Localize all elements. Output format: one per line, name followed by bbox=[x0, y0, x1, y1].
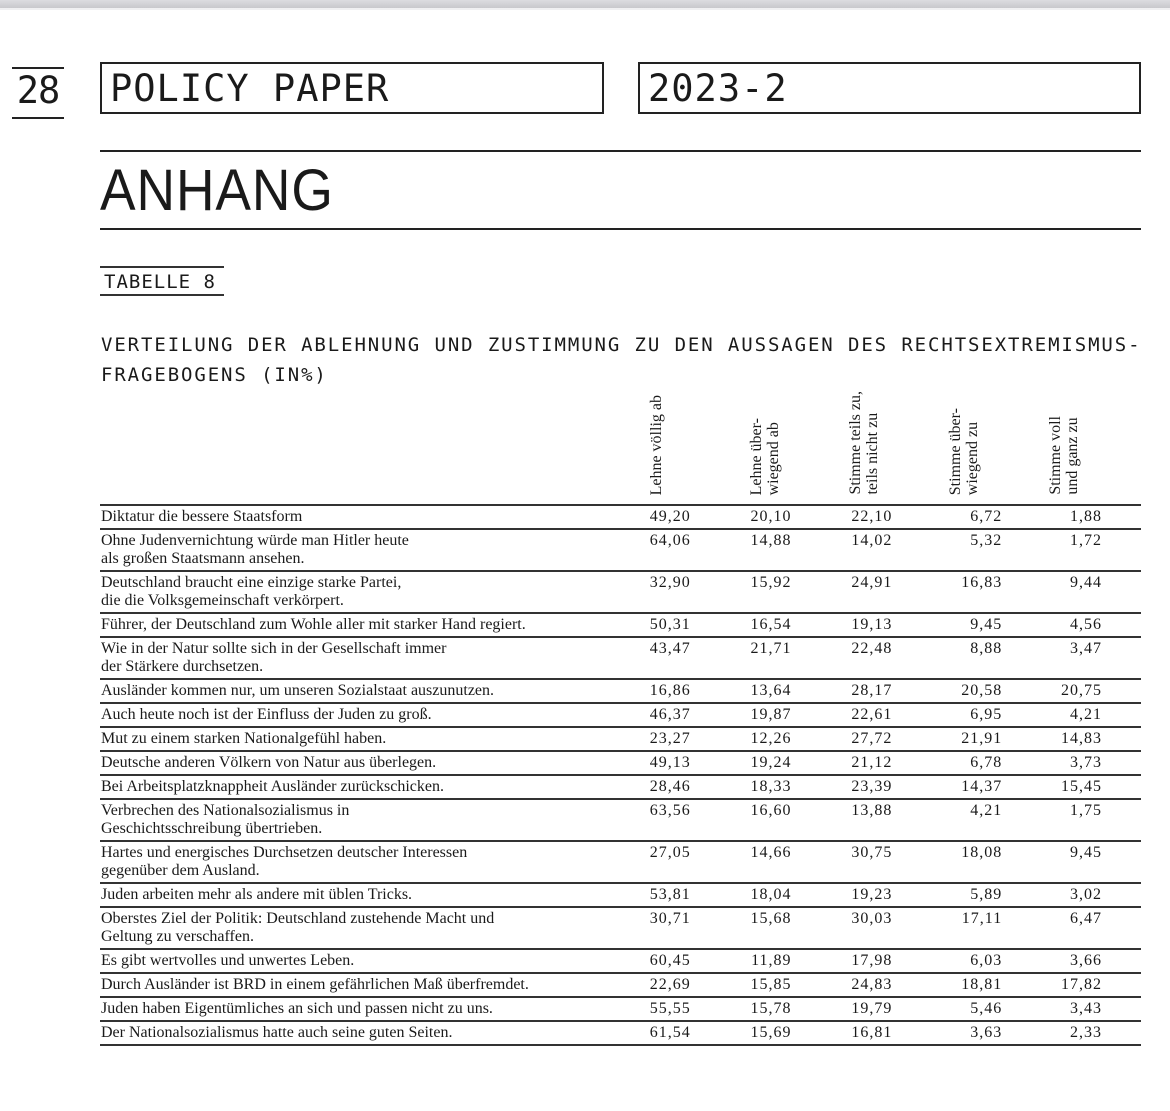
value-cell: 6,78 bbox=[970, 754, 1003, 771]
table-row bbox=[100, 973, 1141, 997]
viewer-top-bar bbox=[0, 0, 1170, 10]
value-cell: 20,58 bbox=[961, 682, 1003, 699]
spacer-cell bbox=[1102, 907, 1141, 949]
value-cell: 63,56 bbox=[649, 802, 691, 819]
section-rule-top bbox=[100, 150, 1141, 152]
data-table bbox=[100, 504, 1141, 1046]
value-cell: 3,47 bbox=[1070, 640, 1103, 657]
value-cell: 5,89 bbox=[970, 886, 1003, 903]
value-cell: 19,87 bbox=[750, 706, 792, 723]
statement-cell: Ohne Judenvernichtung würde man Hitler heute als großen Staatsmann ansehen. bbox=[101, 532, 409, 567]
value-cell: 9,45 bbox=[970, 616, 1003, 633]
value-cell: 20,10 bbox=[750, 508, 792, 525]
value-cell: 46,37 bbox=[649, 706, 691, 723]
value-cell: 50,31 bbox=[649, 616, 691, 633]
section-rule-bottom bbox=[100, 228, 1141, 230]
table-row bbox=[100, 907, 1141, 949]
table-caption: VERTEILUNG DER ABLEHNUNG UND ZUSTIMMUNG ZU DEN AUSSAGEN DES RECHTSEXTREMISMUS-FRAGEBOGENS (IN%) bbox=[101, 334, 1142, 386]
spacer-cell bbox=[1102, 571, 1141, 613]
value-cell: 43,47 bbox=[649, 640, 691, 657]
value-cell: 21,91 bbox=[961, 730, 1003, 747]
value-cell: 15,78 bbox=[750, 1000, 792, 1017]
statement-cell: Deutschland braucht eine einzige starke Partei, die die Volksgemeinschaft verkörpert. bbox=[101, 574, 402, 609]
value-cell: 16,60 bbox=[750, 802, 792, 819]
value-cell: 27,05 bbox=[649, 844, 691, 861]
statement-cell: Auch heute noch ist der Einfluss der Juden zu groß. bbox=[101, 706, 432, 723]
statement-cell: Bei Arbeitsplatzknappheit Ausländer zurückschicken. bbox=[101, 778, 445, 795]
value-cell: 21,71 bbox=[750, 640, 792, 657]
value-cell: 15,92 bbox=[750, 574, 792, 591]
value-cell: 15,45 bbox=[1061, 778, 1103, 795]
value-cell: 9,44 bbox=[1070, 574, 1103, 591]
column-header bbox=[847, 370, 907, 495]
table-row bbox=[100, 949, 1141, 973]
value-cell: 1,75 bbox=[1070, 802, 1103, 819]
spacer-cell bbox=[1102, 679, 1141, 703]
spacer-cell bbox=[1102, 883, 1141, 907]
value-cell: 30,71 bbox=[649, 910, 691, 927]
column-header bbox=[1047, 370, 1107, 495]
statement-cell: Mut zu einem starken Nationalgefühl haben. bbox=[101, 730, 387, 747]
value-cell: 24,91 bbox=[851, 574, 893, 591]
value-cell: 5,46 bbox=[970, 1000, 1003, 1017]
table-row bbox=[100, 679, 1141, 703]
value-cell: 15,68 bbox=[750, 910, 792, 927]
value-cell: 8,88 bbox=[970, 640, 1003, 657]
value-cell: 61,54 bbox=[649, 1024, 691, 1041]
spacer-cell bbox=[1102, 973, 1141, 997]
value-cell: 55,55 bbox=[649, 1000, 691, 1017]
spacer-cell bbox=[1102, 775, 1141, 799]
spacer-cell bbox=[1102, 799, 1141, 841]
value-cell: 13,88 bbox=[851, 802, 893, 819]
value-cell: 18,04 bbox=[750, 886, 792, 903]
value-cell: 13,64 bbox=[750, 682, 792, 699]
value-cell: 28,17 bbox=[851, 682, 893, 699]
statement-cell: Juden arbeiten mehr als andere mit üblen Tricks. bbox=[101, 886, 413, 903]
value-cell: 14,83 bbox=[1061, 730, 1103, 747]
value-cell: 3,63 bbox=[970, 1024, 1003, 1041]
value-cell: 28,46 bbox=[649, 778, 691, 795]
spacer-cell bbox=[1102, 997, 1141, 1021]
value-cell: 18,81 bbox=[961, 976, 1003, 993]
statement-cell: Diktatur die bessere Staatsform bbox=[101, 508, 303, 525]
statement-cell: Oberstes Ziel der Politik: Deutschland zustehende Macht und Geltung zu verschaffen. bbox=[101, 910, 495, 945]
statement-cell: Deutsche anderen Völkern von Natur aus überlegen. bbox=[101, 754, 437, 771]
table-row bbox=[100, 505, 1141, 529]
value-cell: 16,83 bbox=[961, 574, 1003, 591]
value-cell: 16,54 bbox=[750, 616, 792, 633]
value-cell: 2,33 bbox=[1070, 1024, 1103, 1041]
column-header bbox=[947, 370, 1007, 495]
spacer-cell bbox=[1102, 505, 1141, 529]
value-cell: 17,98 bbox=[851, 952, 893, 969]
value-cell: 22,61 bbox=[851, 706, 893, 723]
statement-cell: Durch Ausländer ist BRD in einem gefährlichen Maß überfremdet. bbox=[101, 976, 529, 993]
value-cell: 16,81 bbox=[851, 1024, 893, 1041]
table-row bbox=[100, 751, 1141, 775]
value-cell: 11,89 bbox=[751, 952, 792, 969]
value-cell: 19,13 bbox=[851, 616, 893, 633]
spacer-cell bbox=[1102, 949, 1141, 973]
statement-cell: Führer, der Deutschland zum Wohle aller mit starker Hand regiert. bbox=[101, 616, 526, 633]
section-title: ANHANG bbox=[100, 158, 334, 223]
value-cell: 15,69 bbox=[750, 1024, 792, 1041]
column-header bbox=[648, 370, 708, 495]
table-row bbox=[100, 841, 1141, 883]
statement-cell: Verbrechen des Nationalsozialismus in Geschichtsschreibung übertrieben. bbox=[101, 802, 350, 837]
table-row bbox=[100, 529, 1141, 571]
spacer-cell bbox=[1102, 1021, 1141, 1045]
value-cell: 6,72 bbox=[970, 508, 1003, 525]
value-cell: 4,56 bbox=[1070, 616, 1103, 633]
statement-cell: Ausländer kommen nur, um unseren Sozialstaat auszunutzen. bbox=[101, 682, 495, 699]
statement-cell: Der Nationalsozialismus hatte auch seine guten Seiten. bbox=[101, 1024, 453, 1041]
column-header-label: Stimme über- wiegend zu bbox=[947, 407, 981, 495]
table-row bbox=[100, 1021, 1141, 1045]
table-row bbox=[100, 775, 1141, 799]
column-header-label: Stimme teils zu, teils nicht zu bbox=[847, 391, 881, 495]
value-cell: 18,33 bbox=[750, 778, 792, 795]
statement-cell: Wie in der Natur sollte sich in der Gesellschaft immer der Stärkere durchsetzen. bbox=[101, 640, 447, 675]
spacer-cell bbox=[1102, 751, 1141, 775]
value-cell: 6,95 bbox=[970, 706, 1003, 723]
column-header-label: Lehne völlig ab bbox=[648, 394, 665, 495]
statement-cell: Es gibt wertvolles und unwertes Leben. bbox=[101, 952, 355, 969]
value-cell: 6,47 bbox=[1070, 910, 1103, 927]
value-cell: 23,27 bbox=[649, 730, 691, 747]
spacer-cell bbox=[1102, 727, 1141, 751]
spacer-cell bbox=[1102, 637, 1141, 679]
value-cell: 53,81 bbox=[649, 886, 691, 903]
issue-number: 2023-2 bbox=[638, 62, 1141, 114]
value-cell: 16,86 bbox=[649, 682, 691, 699]
statement-cell: Juden haben Eigentümliches an sich und passen nicht zu uns. bbox=[101, 1000, 493, 1017]
spacer-cell bbox=[1102, 613, 1141, 637]
value-cell: 17,11 bbox=[961, 910, 1003, 927]
value-cell: 1,88 bbox=[1070, 508, 1103, 525]
value-cell: 17,82 bbox=[1061, 976, 1103, 993]
value-cell: 14,88 bbox=[750, 532, 792, 549]
table-row bbox=[100, 571, 1141, 613]
value-cell: 49,13 bbox=[649, 754, 691, 771]
value-cell: 49,20 bbox=[649, 508, 691, 525]
value-cell: 3,73 bbox=[1070, 754, 1103, 771]
value-cell: 12,26 bbox=[750, 730, 792, 747]
value-cell: 18,08 bbox=[961, 844, 1003, 861]
value-cell: 64,06 bbox=[649, 532, 691, 549]
value-cell: 22,10 bbox=[851, 508, 893, 525]
value-cell: 24,83 bbox=[851, 976, 893, 993]
table-row bbox=[100, 799, 1141, 841]
value-cell: 21,12 bbox=[851, 754, 893, 771]
table-row bbox=[100, 997, 1141, 1021]
value-cell: 4,21 bbox=[970, 802, 1003, 819]
value-cell: 19,23 bbox=[851, 886, 893, 903]
spacer-cell bbox=[1102, 703, 1141, 727]
value-cell: 19,79 bbox=[851, 1000, 893, 1017]
value-cell: 30,75 bbox=[851, 844, 893, 861]
column-header bbox=[748, 370, 808, 495]
value-cell: 3,66 bbox=[1070, 952, 1103, 969]
statement-cell: Hartes und energisches Durchsetzen deutscher Interessen gegenüber dem Ausland. bbox=[101, 844, 468, 879]
spacer-cell bbox=[1102, 529, 1141, 571]
value-cell: 30,03 bbox=[851, 910, 893, 927]
value-cell: 3,02 bbox=[1070, 886, 1103, 903]
value-cell: 20,75 bbox=[1061, 682, 1103, 699]
value-cell: 27,72 bbox=[851, 730, 893, 747]
table-row bbox=[100, 703, 1141, 727]
value-cell: 14,02 bbox=[851, 532, 893, 549]
value-cell: 32,90 bbox=[649, 574, 691, 591]
table-row bbox=[100, 883, 1141, 907]
value-cell: 22,48 bbox=[851, 640, 893, 657]
table-row bbox=[100, 727, 1141, 751]
value-cell: 14,66 bbox=[750, 844, 792, 861]
table-label: TABELLE 8 bbox=[100, 266, 224, 296]
value-cell: 60,45 bbox=[649, 952, 691, 969]
value-cell: 14,37 bbox=[961, 778, 1003, 795]
value-cell: 9,45 bbox=[1070, 844, 1103, 861]
column-header-label: Lehne über- wiegend ab bbox=[748, 417, 782, 495]
spacer-cell bbox=[1102, 841, 1141, 883]
value-cell: 1,72 bbox=[1070, 532, 1103, 549]
value-cell: 6,03 bbox=[970, 952, 1003, 969]
table-row bbox=[100, 613, 1141, 637]
value-cell: 4,21 bbox=[1070, 706, 1103, 723]
value-cell: 5,32 bbox=[970, 532, 1003, 549]
value-cell: 15,85 bbox=[750, 976, 792, 993]
page-number: 28 bbox=[12, 67, 64, 119]
value-cell: 19,24 bbox=[750, 754, 792, 771]
value-cell: 22,69 bbox=[649, 976, 691, 993]
column-header-label: Stimme voll und ganz zu bbox=[1047, 416, 1081, 495]
value-cell: 3,43 bbox=[1070, 1000, 1103, 1017]
table-row bbox=[100, 637, 1141, 679]
value-cell: 23,39 bbox=[851, 778, 893, 795]
series-title: POLICY PAPER bbox=[100, 62, 604, 114]
